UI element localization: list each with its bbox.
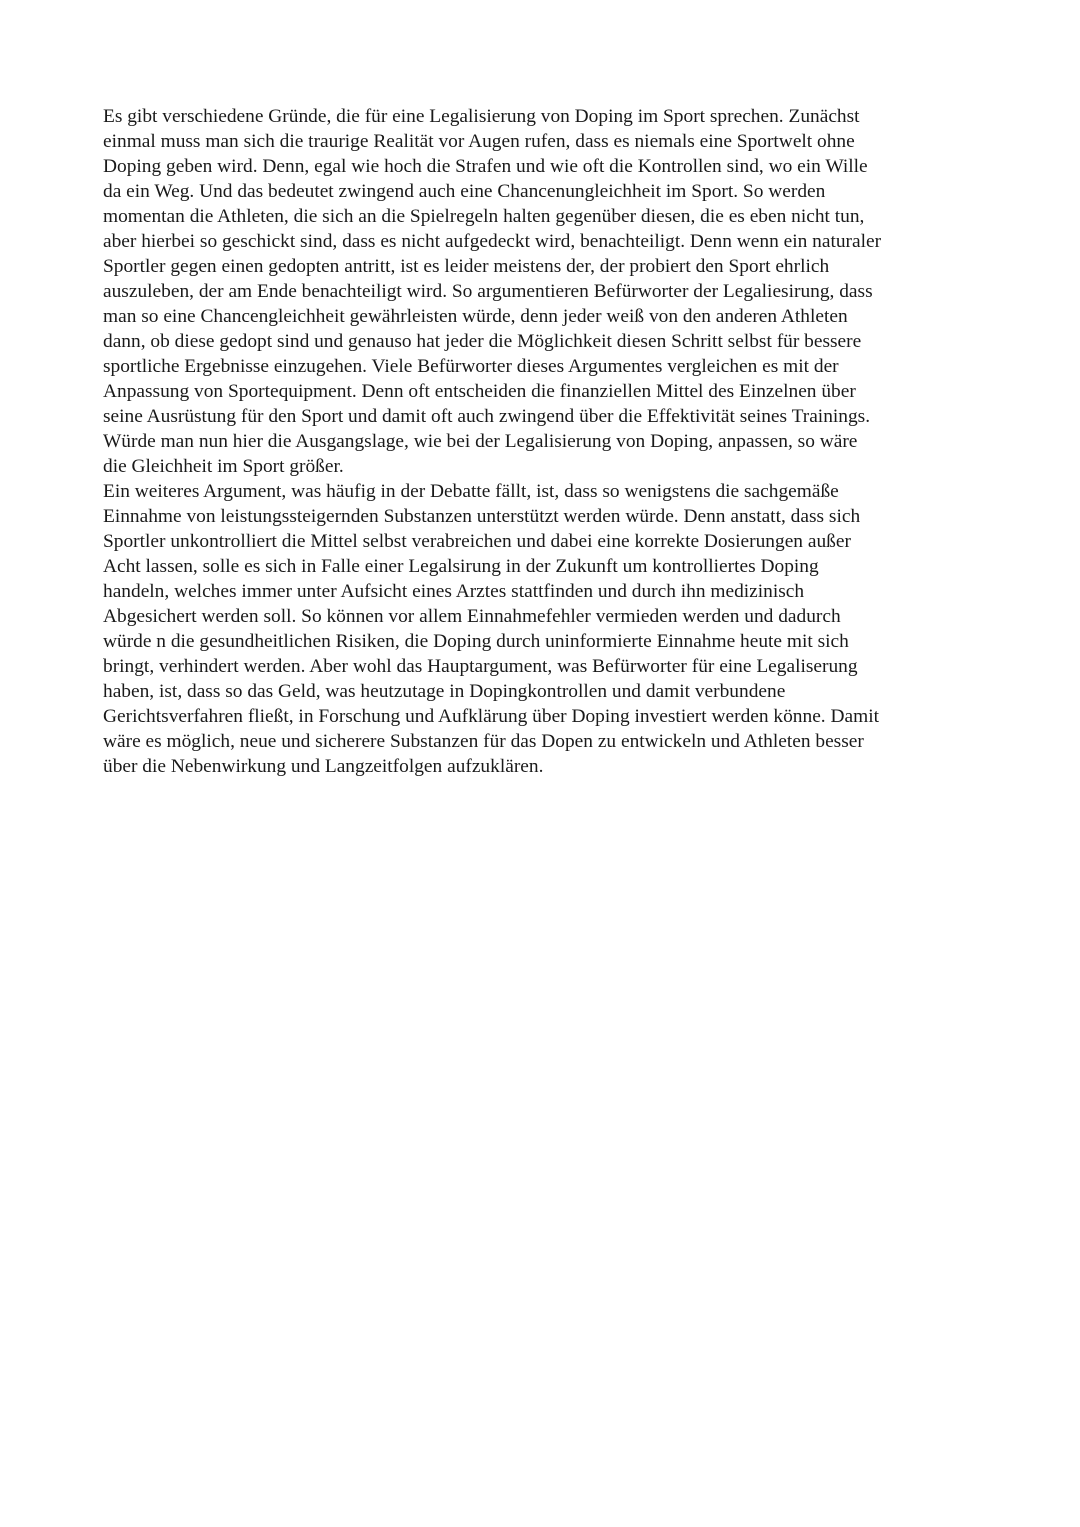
text-line: man so eine Chancengleichheit gewährleisten würde, denn jeder weiß von den anderen Athleten (103, 306, 848, 327)
text-line: Würde man nun hier die Ausgangslage, wie bei der Legalisierung von Doping, anpassen, so wäre (103, 431, 858, 452)
text-line: auszuleben, der am Ende benachteiligt wird. So argumentieren Befürworter der Legaliesirung, dass (103, 281, 873, 302)
text-line: sportliche Ergebnisse einzugehen. Viele Befürworter dieses Argumentes vergleichen es mit der (103, 356, 839, 377)
text-line: handeln, welches immer unter Aufsicht eines Arztes stattfinden und durch ihn medizinisch (103, 581, 805, 602)
text-line: bringt, verhindert werden. Aber wohl das Hauptargument, was Befürworter für eine Legaliserung (103, 656, 858, 677)
text-line: Einnahme von leistungssteigernden Substanzen unterstützt werden würde. Denn anstatt, dass sich (103, 506, 861, 527)
text-line: Anpassung von Sportequipment. Denn oft entscheiden die finanziellen Mittel des Einzelnen über (103, 381, 856, 402)
text-line: die Gleichheit im Sport größer. (103, 456, 344, 477)
text-line: dann, ob diese gedopt sind und genauso hat jeder die Möglichkeit diesen Schritt selbst für bessere (103, 331, 862, 352)
text-line: Sportler gegen einen gedopten antritt, ist es leider meistens der, der probiert den Sport ehrlich (103, 256, 830, 277)
text-line: Acht lassen, solle es sich in Falle einer Legalsirung in der Zukunft um kontrolliertes Doping (103, 556, 819, 577)
body-text (103, 104, 983, 779)
text-line: Abgesichert werden soll. So können vor allem Einnahmefehler vermieden werden und dadurch (103, 606, 841, 627)
text-line: wäre es möglich, neue und sicherere Substanzen für das Dopen zu entwickeln und Athleten besser (103, 731, 864, 752)
text-line: momentan die Athleten, die sich an die Spielregeln halten gegenüber diesen, die es eben nicht tun, (103, 206, 865, 227)
text-line: da ein Weg. Und das bedeutet zwingend auch eine Chancenungleichheit im Sport. So werden (103, 181, 826, 202)
text-line: haben, ist, dass so das Geld, was heutzutage in Dopingkontrollen und damit verbundene (103, 681, 786, 702)
text-line: Sportler unkontrolliert die Mittel selbst verabreichen und dabei eine korrekte Dosierungen außer (103, 531, 851, 552)
text-line: seine Ausrüstung für den Sport und damit oft auch zwingend über die Effektivität seines Trainings. (103, 406, 871, 427)
text-line: Doping geben wird. Denn, egal wie hoch die Strafen und wie oft die Kontrollen sind, wo ein Wille (103, 156, 868, 177)
text-line: aber hierbei so geschickt sind, dass es nicht aufgedeckt wird, benachteiligt. Denn wenn ein naturaler (103, 231, 882, 252)
text-line: würde n die gesundheitlichen Risiken, die Doping durch uninformierte Einnahme heute mit sich (103, 631, 849, 652)
text-line: einmal muss man sich die traurige Realität vor Augen rufen, dass es niemals eine Sportwelt ohne (103, 131, 855, 152)
text-line: über die Nebenwirkung und Langzeitfolgen aufzuklären. (103, 756, 544, 777)
text-line: Es gibt verschiedene Gründe, die für eine Legalisierung von Doping im Sport sprechen. Zunächst (103, 106, 860, 127)
text-line: Ein weiteres Argument, was häufig in der Debatte fällt, ist, dass so wenigstens die sachgemäße (103, 481, 839, 502)
text-line: Gerichtsverfahren fließt, in Forschung und Aufklärung über Doping investiert werden könne. Damit (103, 706, 879, 727)
